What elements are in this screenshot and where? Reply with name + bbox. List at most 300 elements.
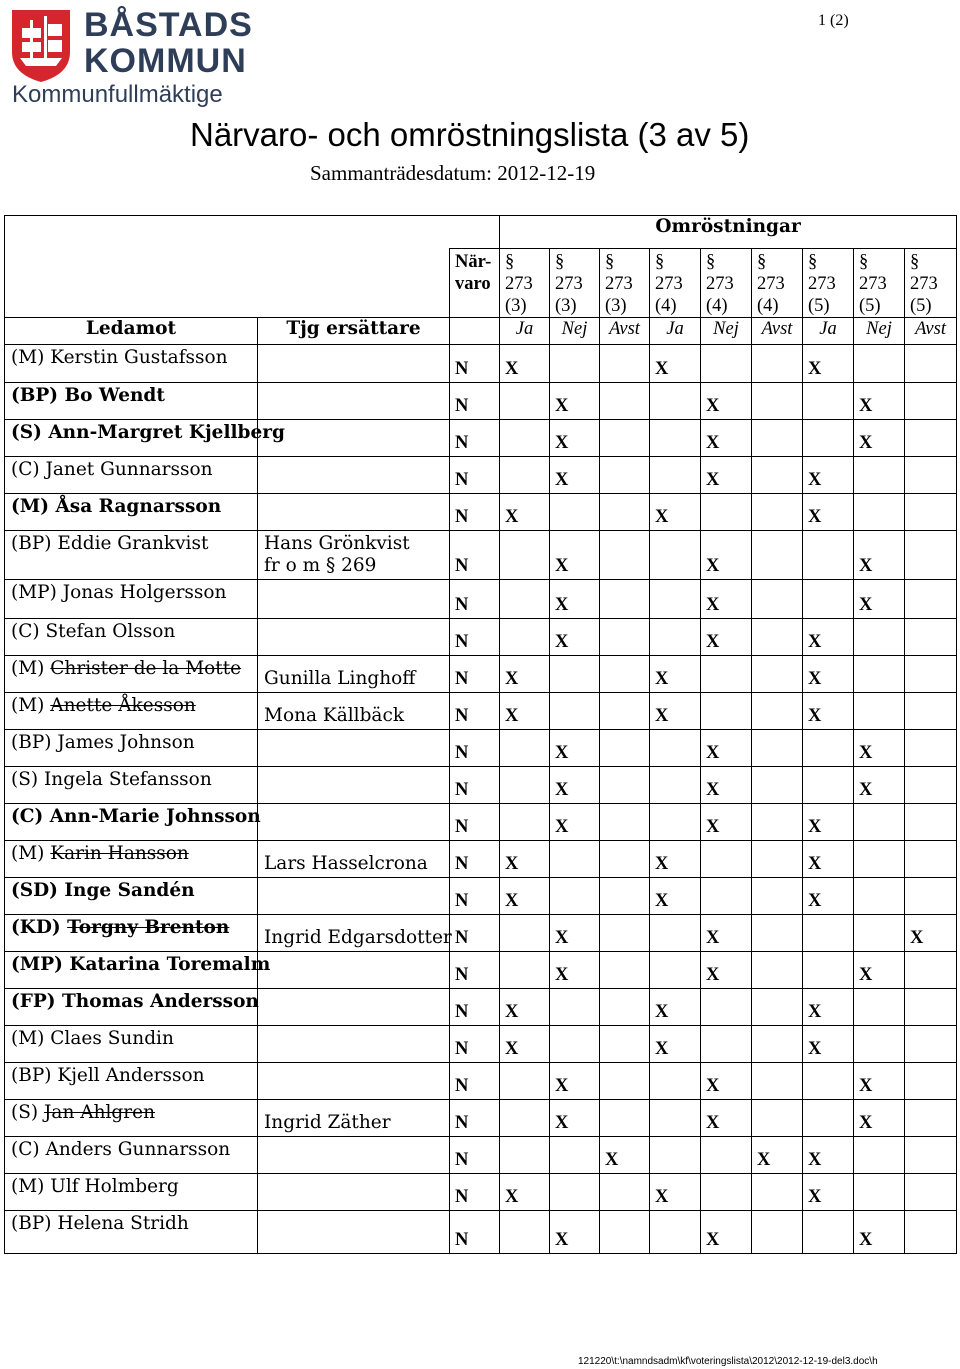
substitute-cell [258, 952, 450, 989]
vote-cell-empty [752, 878, 803, 915]
member-name: Eddie Grankvist [57, 533, 209, 554]
vote-mark: X [550, 420, 600, 457]
vote-cell-empty [803, 952, 854, 989]
vote-option-header: Ja [803, 318, 854, 345]
vote-cell-empty [752, 841, 803, 878]
vote-mark: X [854, 767, 905, 804]
header-blank [5, 216, 500, 249]
member-cell [5, 345, 258, 383]
member-party: (MP) [11, 954, 63, 975]
member-row [5, 383, 957, 420]
meeting-date: Sammanträdesdatum: 2012-12-19 [310, 161, 596, 185]
vote-cell-empty [600, 494, 650, 531]
vote-cell-empty [752, 580, 803, 619]
substitute-cell: Lars Hasselcrona [258, 841, 450, 878]
vote-mark: X [701, 457, 752, 494]
vote-mark: X [701, 383, 752, 420]
vote-cell-empty [803, 1100, 854, 1137]
narvaro-mark: N [450, 457, 500, 494]
vote-mark: X [550, 1211, 600, 1254]
vote-mark: X [650, 989, 701, 1026]
vote-cell-empty [650, 457, 701, 494]
narvaro-mark: N [450, 804, 500, 841]
file-path-footer: 121220\t:\namndsadm\kf\voteringslista\2012\2012-12-19-del3.doc\h [578, 1356, 878, 1367]
member-name: Åsa Ragnarsson [55, 496, 222, 517]
vote-option-header: Avst [905, 318, 957, 345]
vote-cell-empty [500, 952, 550, 989]
substitute-cell [258, 619, 450, 656]
vote-mark: X [701, 531, 752, 580]
vote-cell-empty [650, 952, 701, 989]
vote-cell-empty [701, 878, 752, 915]
member-row [5, 878, 957, 915]
vote-paragraph-header: § 273 (3) [550, 249, 600, 318]
vote-cell-empty [905, 457, 957, 494]
vote-option-header: Nej [701, 318, 752, 345]
vote-mark: X [701, 580, 752, 619]
member-name: Claes Sundin [50, 1028, 174, 1049]
vote-cell-empty [550, 1026, 600, 1063]
vote-cell-empty [701, 345, 752, 383]
vote-mark: X [803, 693, 854, 730]
vote-cell-empty [803, 730, 854, 767]
vote-cell-empty [550, 989, 600, 1026]
vote-mark: X [701, 730, 752, 767]
vote-cell-empty [550, 693, 600, 730]
vote-mark: X [803, 656, 854, 693]
member-name: Helena Stridh [57, 1213, 189, 1234]
member-cell [5, 457, 258, 494]
vote-cell-empty [854, 1174, 905, 1211]
member-party: (BP) [11, 1065, 52, 1086]
narvaro-mark: N [450, 656, 500, 693]
vote-cell-empty [752, 656, 803, 693]
vote-cell-empty [905, 767, 957, 804]
member-name: Torgny Brenton [67, 917, 230, 938]
member-row [5, 804, 957, 841]
vote-cell-empty [752, 767, 803, 804]
vote-paragraph-header: § 273 (5) [854, 249, 905, 318]
member-row [5, 420, 957, 457]
member-row [5, 1174, 957, 1211]
vote-paragraph-header: § 273 (5) [905, 249, 957, 318]
ship-emblem-icon [10, 8, 72, 82]
vote-cell-empty [600, 841, 650, 878]
vote-mark: X [803, 345, 854, 383]
member-row [5, 619, 957, 656]
vote-cell-empty [752, 915, 803, 952]
vote-cell-empty [600, 656, 650, 693]
vote-cell-empty [600, 1100, 650, 1137]
narvaro-mark: N [450, 841, 500, 878]
vote-mark: X [854, 1211, 905, 1254]
vote-cell-empty [905, 1174, 957, 1211]
member-name: Jonas Holgersson [62, 582, 227, 603]
member-cell [5, 420, 285, 457]
vote-cell-empty [701, 1137, 752, 1174]
vote-mark: X [650, 656, 701, 693]
member-name: Katarina Toremalm [69, 954, 271, 975]
vote-mark: X [803, 1137, 854, 1174]
vote-cell-empty [905, 383, 957, 420]
member-cell [5, 841, 258, 878]
member-cell [5, 494, 258, 531]
vote-cell-empty [905, 804, 957, 841]
member-row [5, 494, 957, 531]
member-cell [5, 915, 258, 952]
member-name: Stefan Olsson [45, 621, 176, 642]
member-row [5, 989, 957, 1026]
member-party: (S) [11, 769, 39, 790]
vote-cell-empty [600, 531, 650, 580]
vote-cell-empty [500, 915, 550, 952]
vote-mark: X [701, 804, 752, 841]
substitute-cell: Ingrid Edgarsdotter [258, 915, 450, 952]
vote-mark: X [803, 804, 854, 841]
member-row [5, 531, 957, 580]
vote-cell-empty [803, 1211, 854, 1254]
narvaro-mark: N [450, 531, 500, 580]
vote-cell-empty [600, 730, 650, 767]
narvaro-mark: N [450, 1211, 500, 1254]
member-cell [5, 693, 258, 730]
member-cell [5, 730, 258, 767]
attendance-vote-table [4, 215, 957, 1254]
vote-cell-empty [650, 1211, 701, 1254]
member-row [5, 915, 957, 952]
vote-cell-empty [905, 1026, 957, 1063]
vote-cell-empty [905, 693, 957, 730]
member-name: Bo Wendt [64, 385, 165, 406]
vote-mark: X [550, 915, 600, 952]
vote-paragraph-header: § 273 (5) [803, 249, 854, 318]
substitute-cell: Gunilla Linghoff [258, 656, 450, 693]
vote-cell-empty [500, 767, 550, 804]
vote-mark: X [854, 1100, 905, 1137]
vote-mark: X [650, 1026, 701, 1063]
member-party: (BP) [11, 385, 59, 406]
vote-mark: X [854, 1063, 905, 1100]
substitute-cell: Mona Källbäck [258, 693, 450, 730]
member-name: Ann-Margret Kjellberg [48, 422, 285, 443]
vote-mark: X [500, 989, 550, 1026]
vote-cell-empty [752, 494, 803, 531]
vote-cell-empty [905, 878, 957, 915]
substitute-cell [258, 989, 450, 1026]
member-party: (M) [11, 843, 45, 864]
member-cell [5, 1026, 258, 1063]
member-row [5, 1100, 957, 1137]
vote-cell-empty [803, 531, 854, 580]
vote-cell-empty [905, 989, 957, 1026]
narvaro-mark: N [450, 1100, 500, 1137]
vote-cell-empty [854, 457, 905, 494]
vote-mark: X [854, 420, 905, 457]
narvaro-mark: N [450, 1026, 500, 1063]
vote-cell-empty [500, 580, 550, 619]
vote-cell-empty [854, 1137, 905, 1174]
vote-mark: X [500, 345, 550, 383]
vote-mark: X [500, 656, 550, 693]
member-row [5, 730, 957, 767]
member-row [5, 1211, 957, 1254]
vote-cell-empty [550, 656, 600, 693]
vote-mark: X [550, 1063, 600, 1100]
vote-mark: X [803, 1174, 854, 1211]
vote-cell-empty [752, 420, 803, 457]
member-cell [5, 1137, 258, 1174]
col-substitute-header: Tjg ersättare [258, 318, 450, 345]
narvaro-mark: N [450, 420, 500, 457]
vote-cell-empty [600, 580, 650, 619]
vote-mark: X [701, 952, 752, 989]
member-row [5, 1063, 957, 1100]
vote-option-header: Avst [600, 318, 650, 345]
narvaro-mark: N [450, 619, 500, 656]
substitute-cell [258, 383, 450, 420]
vote-option-header: Ja [500, 318, 550, 345]
vote-option-header: Ja [650, 318, 701, 345]
vote-mark: X [500, 841, 550, 878]
vote-cell-empty [650, 383, 701, 420]
vote-cell-empty [550, 1174, 600, 1211]
vote-cell-empty [905, 580, 957, 619]
page-number: 1 (2) [818, 12, 849, 29]
member-name: Thomas Andersson [62, 991, 259, 1012]
vote-cell-empty [854, 841, 905, 878]
vote-cell-empty [600, 878, 650, 915]
vote-cell-empty [701, 841, 752, 878]
member-party: (C) [11, 459, 40, 480]
vote-mark: X [500, 1174, 550, 1211]
vote-mark: X [500, 494, 550, 531]
vote-cell-empty [854, 494, 905, 531]
substitute-cell [258, 1063, 450, 1100]
vote-mark: X [803, 619, 854, 656]
vote-cell-empty [803, 580, 854, 619]
vote-cell-empty [803, 1063, 854, 1100]
vote-cell-empty [650, 1137, 701, 1174]
logo-subtitle: Kommunfullmäktige [12, 81, 223, 108]
vote-cell-empty [550, 878, 600, 915]
vote-mark: X [650, 494, 701, 531]
vote-cell-empty [550, 494, 600, 531]
vote-cell-empty [500, 1100, 550, 1137]
substitute-cell [258, 345, 450, 383]
vote-mark: X [803, 1026, 854, 1063]
vote-cell-empty [905, 730, 957, 767]
member-cell [5, 580, 258, 619]
vote-mark: X [701, 1100, 752, 1137]
vote-cell-empty [905, 952, 957, 989]
vote-cell-empty [650, 804, 701, 841]
vote-cell-empty [905, 420, 957, 457]
member-row [5, 693, 957, 730]
vote-mark: X [550, 1100, 600, 1137]
vote-cell-empty [803, 767, 854, 804]
member-cell [5, 952, 271, 989]
vote-cell-empty [803, 383, 854, 420]
member-party: (M) [11, 496, 49, 517]
narvaro-mark: N [450, 693, 500, 730]
vote-mark: X [803, 494, 854, 531]
member-name: Ingela Stefansson [44, 769, 212, 790]
vote-cell-empty [600, 1063, 650, 1100]
member-party: (KD) [11, 917, 61, 938]
member-name: Christer de la Motte [50, 658, 242, 679]
vote-mark: X [701, 1063, 752, 1100]
vote-cell-empty [600, 804, 650, 841]
vote-cell-empty [905, 494, 957, 531]
member-party: (M) [11, 695, 45, 716]
vote-paragraph-header: § 273 (4) [650, 249, 701, 318]
narvaro-mark: N [450, 915, 500, 952]
member-cell [5, 1063, 258, 1100]
member-party: (S) [11, 422, 42, 443]
member-name: Anette Åkesson [50, 695, 196, 716]
vote-cell-empty [854, 915, 905, 952]
vote-cell-empty [650, 730, 701, 767]
vote-mark: X [550, 730, 600, 767]
narvaro-mark: N [450, 1174, 500, 1211]
vote-cell-empty [650, 1100, 701, 1137]
vote-cell-empty [854, 989, 905, 1026]
vote-cell-empty [905, 1211, 957, 1254]
vote-cell-empty [600, 767, 650, 804]
member-cell [5, 1211, 258, 1254]
member-cell [5, 878, 258, 915]
vote-cell-empty [752, 804, 803, 841]
substitute-cell [258, 730, 450, 767]
narvaro-mark: N [450, 730, 500, 767]
member-cell [5, 804, 261, 841]
vote-mark: X [650, 345, 701, 383]
vote-mark: X [854, 730, 905, 767]
vote-cell-empty [600, 952, 650, 989]
member-party: (FP) [11, 991, 56, 1012]
vote-mark: X [701, 1211, 752, 1254]
member-party: (SD) [11, 880, 58, 901]
member-row [5, 1026, 957, 1063]
member-party: (C) [11, 621, 40, 642]
vote-cell-empty [752, 619, 803, 656]
member-party: (BP) [11, 732, 52, 753]
vote-cell-empty [550, 841, 600, 878]
narvaro-mark: N [450, 580, 500, 619]
vote-cell-empty [905, 1063, 957, 1100]
vote-cell-empty [500, 457, 550, 494]
vote-cell-empty [650, 580, 701, 619]
vote-cell-empty [905, 656, 957, 693]
member-name: Inge Sandén [64, 880, 195, 901]
vote-cell-empty [905, 1100, 957, 1137]
vote-cell-empty [550, 1137, 600, 1174]
vote-cell-empty [650, 531, 701, 580]
vote-cell-empty [600, 619, 650, 656]
vote-mark: X [550, 531, 600, 580]
vote-cell-empty [752, 693, 803, 730]
vote-paragraph-header: § 273 (4) [701, 249, 752, 318]
vote-mark: X [600, 1137, 650, 1174]
vote-cell-empty [752, 1026, 803, 1063]
substitute-cell [258, 420, 450, 457]
vote-mark: X [550, 767, 600, 804]
vote-paragraph-header: § 273 (4) [752, 249, 803, 318]
member-row [5, 841, 957, 878]
vote-cell-empty [600, 1211, 650, 1254]
vote-cell-empty [650, 420, 701, 457]
vote-cell-empty [600, 457, 650, 494]
vote-cell-empty [905, 619, 957, 656]
vote-cell-empty [752, 383, 803, 420]
vote-cell-empty [600, 693, 650, 730]
narvaro-mark: N [450, 383, 500, 420]
vote-cell-empty [701, 656, 752, 693]
member-party: (C) [11, 1139, 40, 1160]
member-name: Kerstin Gustafsson [50, 347, 228, 368]
vote-cell-empty [752, 730, 803, 767]
vote-cell-empty [500, 1137, 550, 1174]
vote-mark: X [550, 457, 600, 494]
vote-mark: X [803, 841, 854, 878]
vote-cell-empty [854, 878, 905, 915]
vote-cell-empty [600, 915, 650, 952]
vote-cell-empty [854, 693, 905, 730]
vote-cell-empty [701, 494, 752, 531]
vote-paragraph-header: § 273 (3) [600, 249, 650, 318]
vote-cell-empty [752, 952, 803, 989]
kommun-logo [10, 6, 260, 106]
substitute-cell: Ingrid Zäther [258, 1100, 450, 1137]
vote-cell-empty [701, 1174, 752, 1211]
vote-cell-empty [650, 619, 701, 656]
vote-mark: X [701, 767, 752, 804]
vote-cell-empty [600, 1026, 650, 1063]
member-row [5, 457, 957, 494]
logo-line-1: BÅSTADS [84, 6, 253, 44]
vote-cell-empty [500, 420, 550, 457]
narvaro-mark: N [450, 878, 500, 915]
substitute-cell [258, 1137, 450, 1174]
vote-cell-empty [905, 531, 957, 580]
vote-option-header: Nej [550, 318, 600, 345]
vote-cell-empty [600, 383, 650, 420]
member-party: (BP) [11, 533, 52, 554]
vote-cell-empty [854, 656, 905, 693]
substitute-cell [258, 878, 450, 915]
vote-cell-empty [500, 531, 550, 580]
member-party: (M) [11, 347, 45, 368]
member-party: (C) [11, 806, 44, 827]
vote-mark: X [803, 878, 854, 915]
vote-cell-empty [500, 804, 550, 841]
vote-option-header: Avst [752, 318, 803, 345]
vote-mark: X [854, 383, 905, 420]
vote-cell-empty [752, 1211, 803, 1254]
substitute-cell [258, 1174, 450, 1211]
vote-cell-empty [701, 989, 752, 1026]
member-party: (MP) [11, 582, 57, 603]
vote-cell-empty [650, 915, 701, 952]
vote-cell-empty [500, 383, 550, 420]
member-row [5, 767, 957, 804]
member-name: Anders Gunnarsson [45, 1139, 231, 1160]
page-title: Närvaro- och omröstningslista (3 av 5) [190, 116, 750, 153]
narvaro-mark: N [450, 494, 500, 531]
vote-cell-empty [854, 619, 905, 656]
vote-cell-empty [500, 619, 550, 656]
narvaro-mark: N [450, 952, 500, 989]
